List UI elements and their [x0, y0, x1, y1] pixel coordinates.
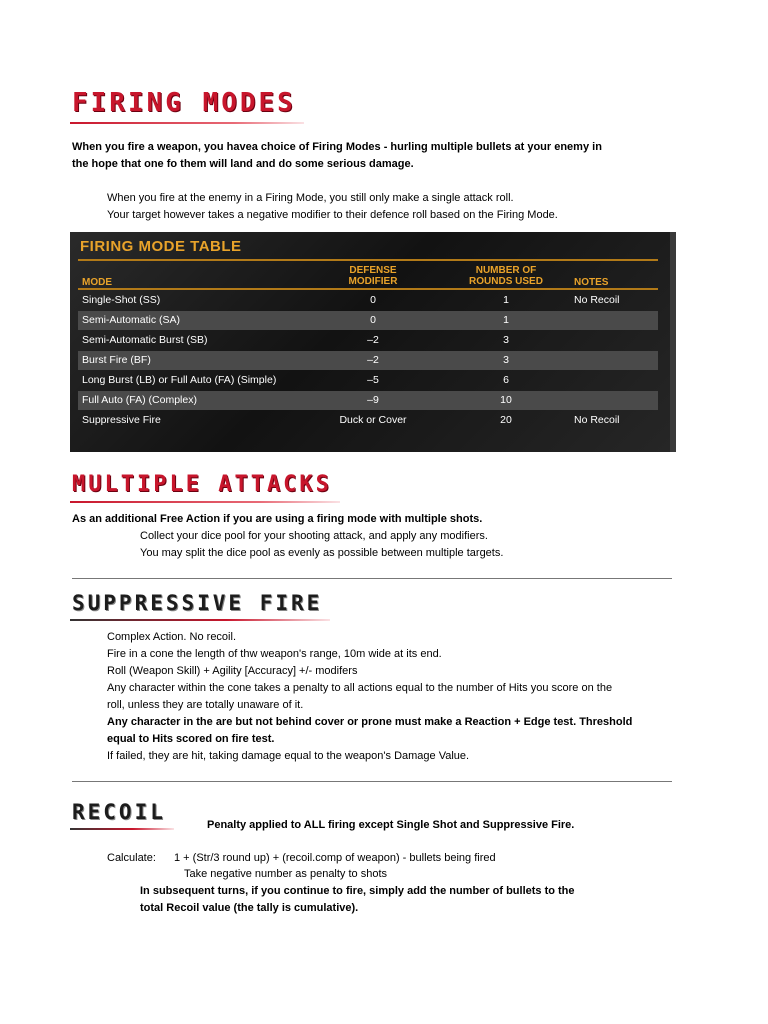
- col-header-notes: NOTES: [574, 277, 609, 288]
- col-header-rounds-line2: ROUNDS USED: [469, 276, 543, 287]
- firing-mode-table: [70, 232, 676, 452]
- table-row: [78, 391, 658, 410]
- cell-rounds: 3: [503, 354, 509, 366]
- cell-mode: Long Burst (LB) or Full Auto (FA) (Simple): [82, 374, 277, 386]
- cell-mode: Semi-Automatic Burst (SB): [82, 334, 208, 346]
- multiple-attacks-line-2: You may split the dice pool as evenly as possible between multiple targets.: [140, 547, 504, 559]
- table-row: [78, 311, 658, 330]
- col-header-rounds-line1: NUMBER OF: [475, 265, 537, 276]
- recoil-formula: 1 + (Str/3 round up) + (recoil.comp of weapon) - bullets being fired: [174, 852, 496, 864]
- cell-defense: Duck or Cover: [339, 414, 407, 426]
- suppressive-line-5: roll, unless they are totally unaware of it.: [107, 699, 304, 711]
- suppressive-final-line: If failed, they are hit, taking damage equal to the weapon's Damage Value.: [107, 750, 470, 762]
- recoil-heading: RECOIL: [72, 800, 166, 827]
- suppressive-line-3: Roll (Weapon Skill) + Agility [Accuracy] +/- modifers: [107, 665, 358, 677]
- recoil-calc-label: Calculate:: [107, 852, 156, 864]
- recoil-bold-line-1: In subsequent turns, if you continue to fire, simply add the number of bullets to the: [140, 885, 575, 897]
- cell-rounds: 1: [503, 294, 509, 306]
- cell-mode: Suppressive Fire: [82, 414, 161, 426]
- suppressive-line-2: Fire in a cone the length of thw weapon's range, 10m wide at its end.: [107, 648, 442, 660]
- firing-body-line-2: Your target however takes a negative modifier to their defence roll based on the Firing Mode.: [107, 209, 558, 221]
- cell-defense: –2: [367, 334, 379, 346]
- cell-mode: Single-Shot (SS): [82, 294, 161, 306]
- table-row: [78, 351, 658, 370]
- suppressive-bold-line-1: Any character in the are but not behind cover or prone must make a Reaction + Edge test. Threshold: [107, 716, 633, 728]
- section-divider: [72, 578, 672, 579]
- table-row: [78, 291, 658, 310]
- col-header-defense-line1: DEFENSE: [349, 265, 397, 276]
- cell-defense: 0: [370, 314, 376, 326]
- cell-rounds: 6: [503, 374, 509, 386]
- cell-notes: No Recoil: [574, 414, 620, 426]
- col-header-rounds: [456, 265, 556, 287]
- table-row: [78, 411, 658, 430]
- cell-rounds: 1: [503, 314, 509, 326]
- table-title: FIRING MODE TABLE: [80, 238, 242, 255]
- intro-line-2: the hope that one fo them will land and do some serious damage.: [72, 158, 414, 170]
- cell-mode: Burst Fire (BF): [82, 354, 151, 366]
- firing-modes-heading: FIRING MODES: [72, 88, 296, 121]
- recoil-bold-line-2: total Recoil value (the tally is cumulative).: [140, 902, 359, 914]
- multiple-attacks-lead: As an additional Free Action if you are using a firing mode with multiple shots.: [72, 513, 483, 525]
- suppressive-bold-line-2: equal to Hits scored on fire test.: [107, 733, 275, 745]
- header-rule: [78, 288, 658, 290]
- recoil-tagline: Penalty applied to ALL firing except Single Shot and Suppressive Fire.: [207, 819, 575, 831]
- cell-defense: –5: [367, 374, 379, 386]
- cell-defense: –9: [367, 394, 379, 406]
- recoil-note: Take negative number as penalty to shots: [184, 868, 388, 880]
- table-row: [78, 371, 658, 390]
- cell-mode: Semi-Automatic (SA): [82, 314, 181, 326]
- table-row: [78, 331, 658, 350]
- multiple-attacks-heading: MULTIPLE ATTACKS: [72, 472, 332, 500]
- suppressive-fire-heading: SUPPRESSIVE FIRE: [72, 591, 322, 618]
- suppressive-line-4: Any character within the cone takes a penalty to all actions equal to the number of Hits you score on the: [107, 682, 613, 694]
- intro-line-1: When you fire a weapon, you havea choice of Firing Modes - hurling multiple bullets at your enemy in: [72, 141, 602, 153]
- cell-rounds: 10: [500, 394, 512, 406]
- firing-body-line-1: When you fire at the enemy in a Firing Mode, you still only make a single attack roll.: [107, 192, 514, 204]
- cell-defense: 0: [370, 294, 376, 306]
- cell-rounds: 3: [503, 334, 509, 346]
- col-header-defense-line2: MODIFIER: [348, 276, 398, 287]
- cell-mode: Full Auto (FA) (Complex): [82, 394, 197, 406]
- multiple-attacks-line-1: Collect your dice pool for your shooting attack, and apply any modifiers.: [140, 530, 488, 542]
- col-header-defense: [318, 265, 428, 287]
- cell-defense: –2: [367, 354, 379, 366]
- col-header-mode: MODE: [82, 277, 112, 288]
- suppressive-line-1: Complex Action. No recoil.: [107, 631, 236, 643]
- table-title-rule: [78, 259, 658, 261]
- cell-rounds: 20: [500, 414, 512, 426]
- cell-notes: No Recoil: [574, 294, 620, 306]
- section-divider: [72, 781, 672, 782]
